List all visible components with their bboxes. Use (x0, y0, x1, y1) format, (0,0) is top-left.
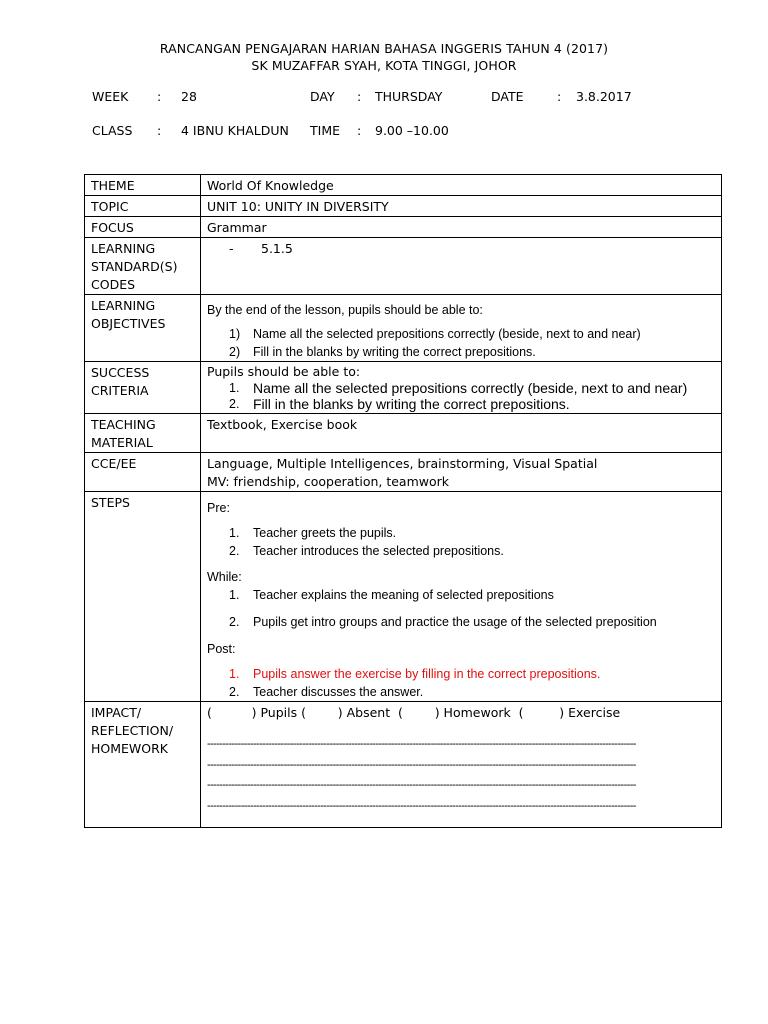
list-item (207, 343, 721, 361)
row-success-criteria (85, 362, 722, 414)
row-cce (85, 453, 722, 492)
topic-label: TOPIC (85, 196, 201, 217)
standard-code: 5.1.5 (261, 241, 293, 256)
list-item (207, 665, 721, 683)
week-value: 28 (181, 89, 197, 104)
theme-value: World Of Knowledge (201, 175, 722, 196)
item-text: Name all the selected prepositions correctly (beside, next to and near) (253, 327, 641, 341)
date-label: DATE (491, 89, 524, 104)
label-line: CODES (91, 277, 136, 292)
objectives-intro: By the end of the lesson, pupils should be able to: (207, 303, 483, 317)
teaching-material-value: Textbook, Exercise book (201, 414, 722, 453)
reflection-lines (207, 734, 721, 816)
item-number: 2. (229, 685, 240, 699)
topic-value: UNIT 10: UNITY IN DIVERSITY (201, 196, 722, 217)
day-value: THURSDAY (375, 89, 443, 104)
item-text: Teacher discusses the answer. (253, 685, 424, 699)
pre-heading: Pre: (207, 501, 230, 515)
item-text: Teacher explains the meaning of selected prepositions (253, 588, 554, 602)
learning-standard-label (85, 238, 201, 295)
row-steps (85, 492, 722, 702)
colon: : (357, 89, 362, 104)
steps-label: STEPS (85, 492, 201, 702)
class-value: 4 IBNU KHALDUN (181, 123, 289, 138)
list-item (207, 380, 721, 396)
while-heading: While: (207, 570, 242, 584)
criteria-intro: Pupils should be able to: (207, 364, 361, 379)
label-line: LEARNING (91, 298, 156, 313)
cce-value (201, 453, 722, 492)
attendance-line: ( ) Pupils ( ) Absent ( ) Homework ( ) Exercise (207, 705, 621, 720)
objectives-list (207, 325, 721, 361)
list-item (207, 586, 721, 604)
item-text: Name all the selected prepositions correctly (beside, next to and near) (253, 380, 688, 396)
item-text: Pupils answer the exercise by filling in the correct prepositions. (253, 667, 601, 681)
item-text: Teacher introduces the selected prepositions. (253, 544, 504, 558)
while-list (207, 586, 721, 631)
item-number: 2. (229, 397, 240, 411)
item-number: 2) (229, 345, 241, 359)
list-item (207, 524, 721, 542)
row-teaching-material (85, 414, 722, 453)
row-topic (85, 196, 722, 217)
label-line: MATERIAL (91, 435, 153, 450)
reflection-line: -------------------------------------------------------------------------------------------------------------------------------------------- (207, 779, 636, 791)
week-label: WEEK (92, 89, 129, 104)
list-item (207, 542, 721, 560)
row-learning-objectives (85, 295, 722, 362)
label-line: SUCCESS (91, 365, 150, 380)
item-number: 2. (229, 544, 240, 558)
colon: : (157, 89, 162, 104)
teaching-material-label (85, 414, 201, 453)
row-impact (85, 702, 722, 828)
time-label: TIME (310, 123, 341, 138)
label-line: REFLECTION/ (91, 723, 174, 738)
focus-value: Grammar (201, 217, 722, 238)
document-title: RANCANGAN PENGAJARAN HARIAN BAHASA INGGERIS TAHUN 4 (2017) (159, 41, 609, 56)
impact-value (201, 702, 722, 828)
label-line: STANDARD(S) (91, 259, 178, 274)
list-item (207, 396, 721, 412)
criteria-list (207, 380, 721, 412)
focus-label: FOCUS (85, 217, 201, 238)
item-text: Teacher greets the pupils. (253, 526, 397, 540)
cce-line: MV: friendship, cooperation, teamwork (207, 474, 450, 489)
school-name: SK MUZAFFAR SYAH, KOTA TINGGI, JOHOR (251, 58, 517, 73)
impact-label (85, 702, 201, 828)
success-criteria-value (201, 362, 722, 414)
learning-objectives-value (201, 295, 722, 362)
item-number: 1. (229, 381, 240, 395)
learning-objectives-label (85, 295, 201, 362)
reflection-line: -------------------------------------------------------------------------------------------------------------------------------------------- (207, 738, 636, 750)
theme-label: THEME (85, 175, 201, 196)
post-heading: Post: (207, 642, 236, 656)
item-number: 1. (229, 667, 240, 681)
colon: : (357, 123, 362, 138)
colon: : (157, 123, 162, 138)
bullet-dash: - (229, 241, 234, 256)
cce-label: CCE/EE (85, 453, 201, 492)
pre-list (207, 524, 721, 560)
label-line: TEACHING (91, 417, 156, 432)
time-value: 9.00 –10.00 (375, 123, 449, 138)
row-focus (85, 217, 722, 238)
list-item (207, 683, 721, 701)
item-text: Fill in the blanks by writing the correct prepositions. (253, 396, 570, 412)
label-line: CRITERIA (91, 383, 149, 398)
label-line: LEARNING (91, 241, 156, 256)
post-list (207, 665, 721, 701)
learning-standard-value (201, 238, 722, 295)
item-number: 1. (229, 588, 240, 602)
label-line: HOMEWORK (91, 741, 169, 756)
lesson-plan-table (84, 174, 722, 828)
item-text: Fill in the blanks by writing the correct prepositions. (253, 345, 536, 359)
label-line: IMPACT/ (91, 705, 142, 720)
class-label: CLASS (92, 123, 133, 138)
row-theme (85, 175, 722, 196)
list-item (207, 325, 721, 343)
date-value: 3.8.2017 (576, 89, 632, 104)
label-line: OBJECTIVES (91, 316, 166, 331)
item-number: 1) (229, 327, 241, 341)
item-text: Pupils get intro groups and practice the usage of the selected preposition (253, 615, 657, 629)
item-number: 1. (229, 526, 240, 540)
reflection-line: -------------------------------------------------------------------------------------------------------------------------------------------- (207, 758, 636, 771)
colon: : (557, 89, 562, 104)
reflection-line: -------------------------------------------------------------------------------------------------------------------------------------------- (207, 799, 636, 812)
steps-value (201, 492, 722, 702)
row-learning-standard (85, 238, 722, 295)
day-label: DAY (310, 89, 335, 104)
success-criteria-label (85, 362, 201, 414)
cce-line: Language, Multiple Intelligences, brainstorming, Visual Spatial (207, 456, 598, 471)
list-item (207, 613, 721, 631)
item-number: 2. (229, 615, 240, 629)
